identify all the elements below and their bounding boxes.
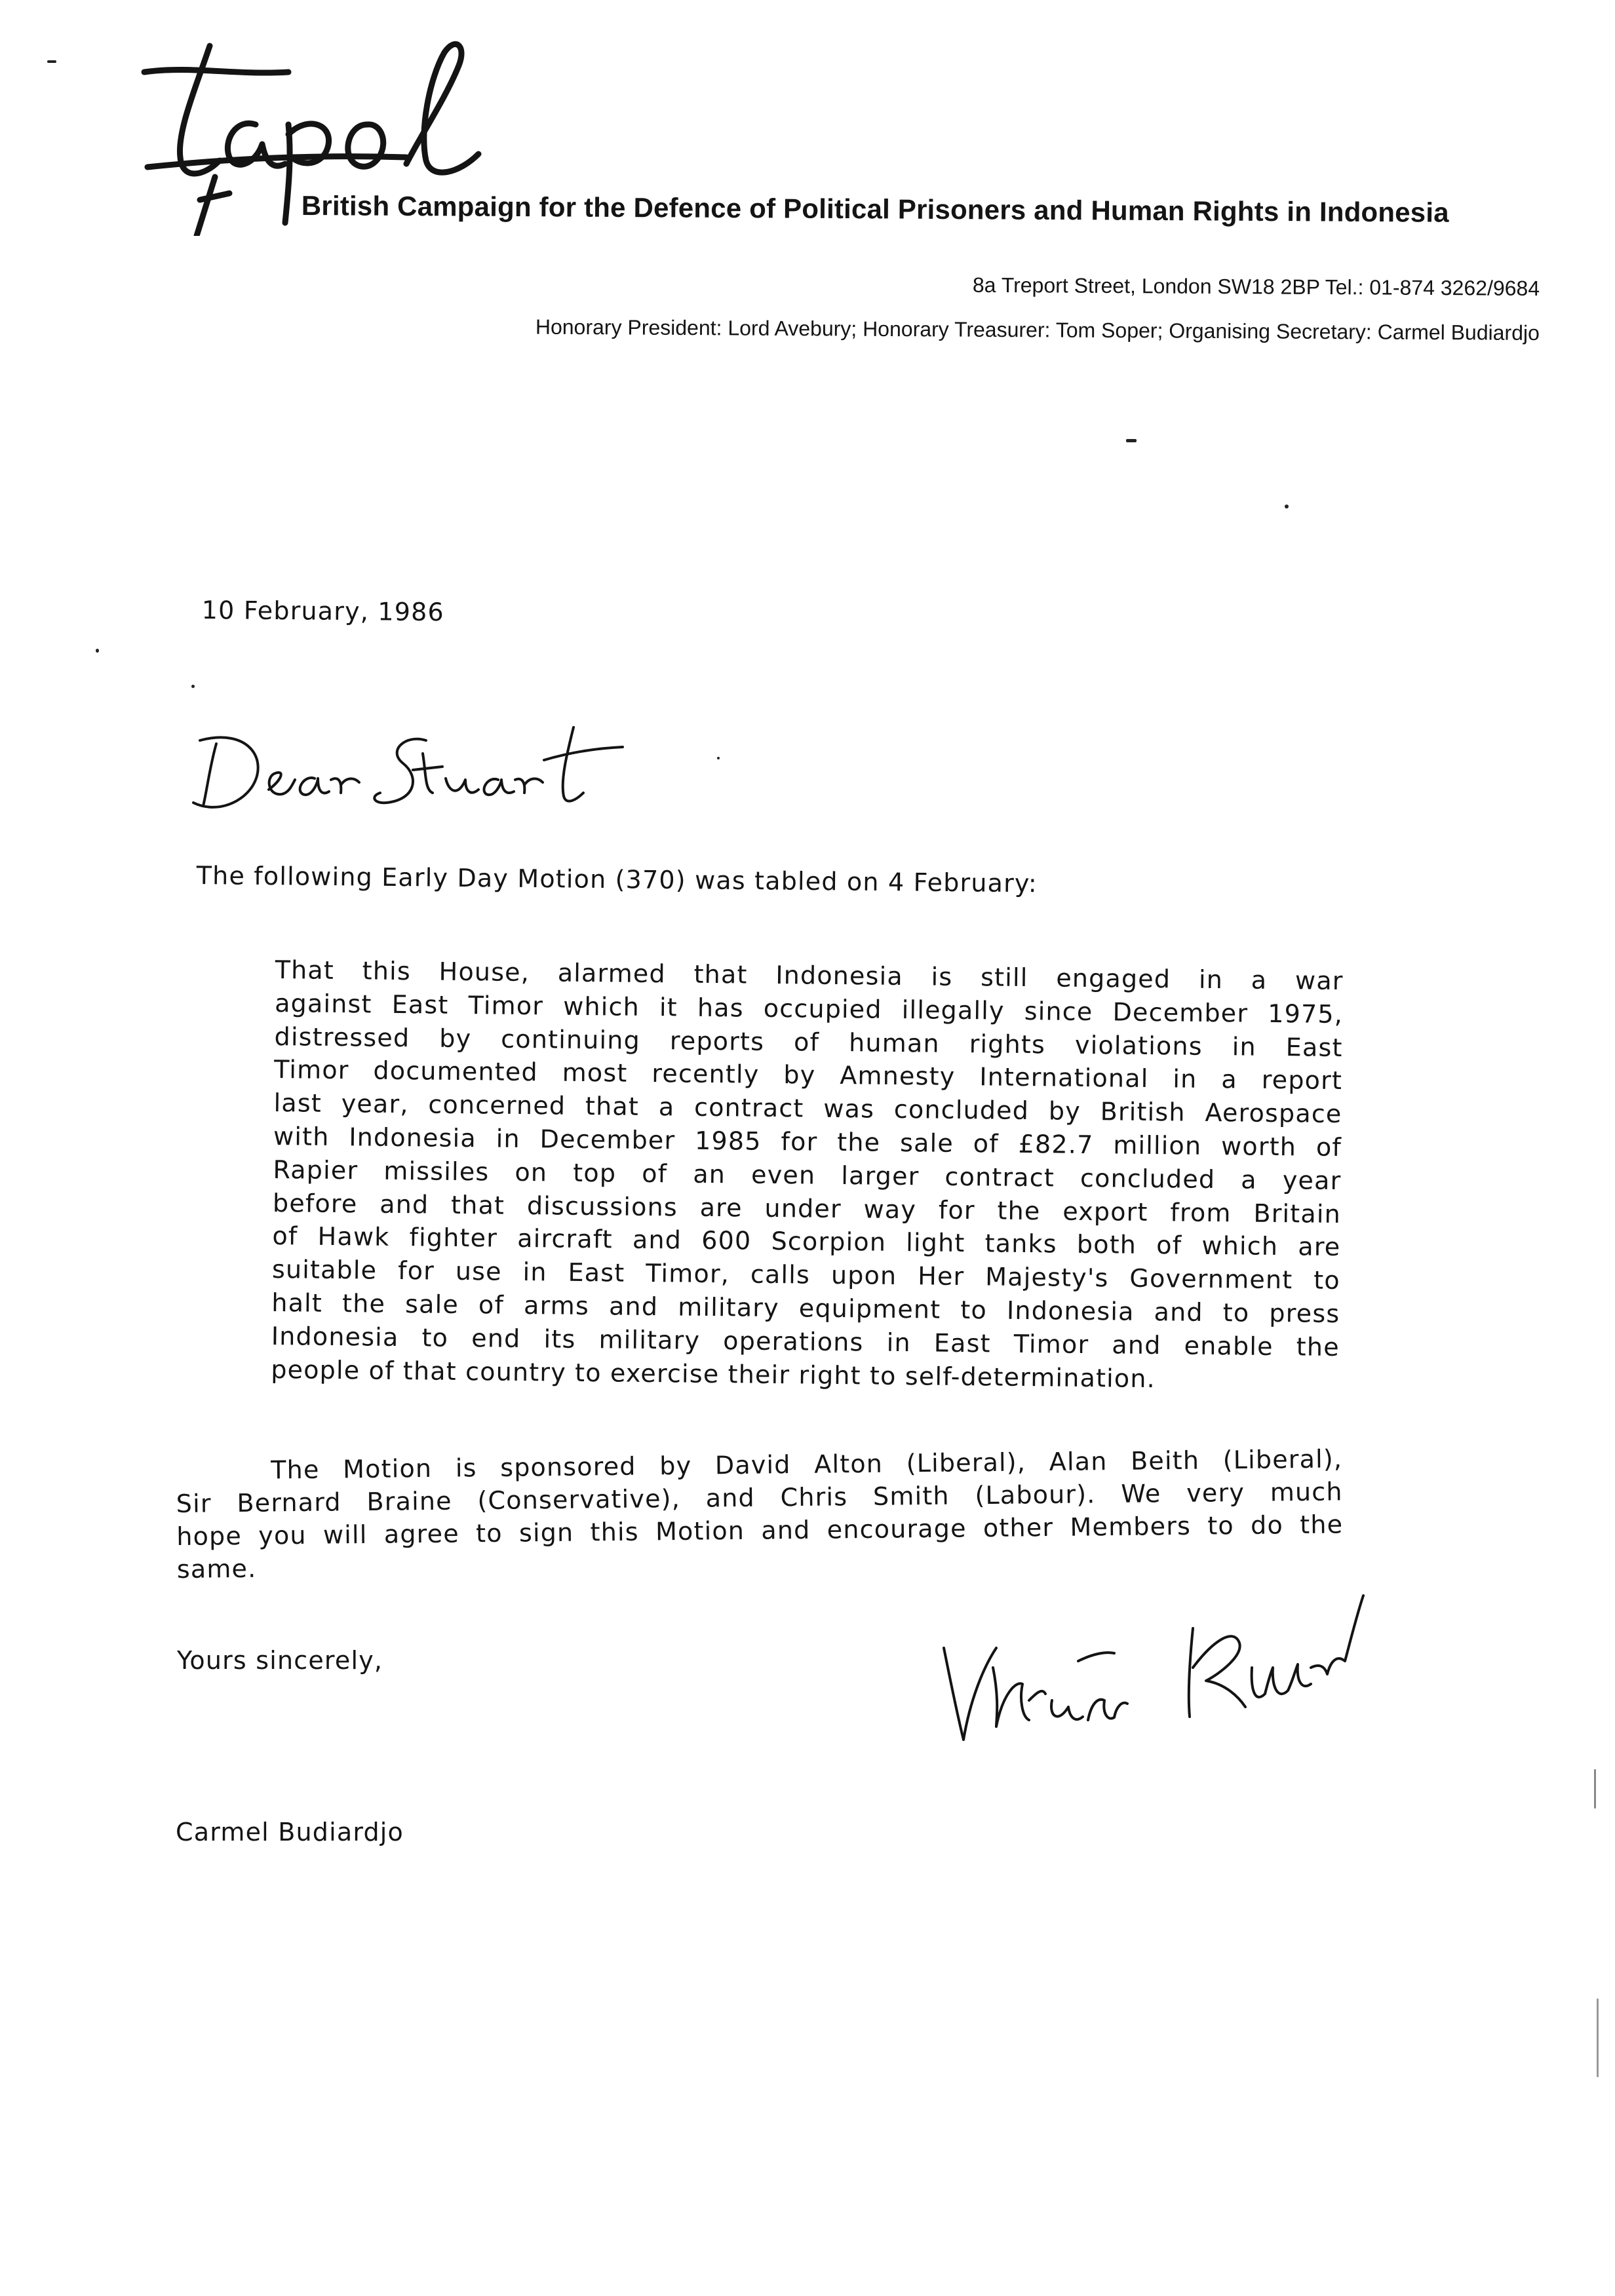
motion-line: of Hawk fighter aircraft and 600 Scorpion light tanks both of which are (272, 1221, 1341, 1262)
letter-date: 10 February, 1986 (201, 595, 445, 627)
scan-speck (1594, 1769, 1596, 1808)
closing-phrase: Yours sincerely, (177, 1646, 383, 1675)
salutation-script (190, 714, 649, 826)
motion-line: people of that country to exercise their right to self-determination. (271, 1354, 1156, 1393)
scan-speck (96, 649, 99, 653)
motion-line: with Indonesia in December 1985 for the sale of £82.7 million worth of (273, 1121, 1342, 1162)
motion-line: Indonesia to end its military operations in East Timor and enable the (271, 1321, 1340, 1362)
motion-line: before and that discussions are under way for the export from Britain (272, 1188, 1342, 1229)
scan-speck (1285, 505, 1289, 508)
sponsors-line: hope you will agree to sign this Motion and encourage other Members to do the (176, 1510, 1344, 1551)
motion-line: Timor documented most recently by Amnesty International in a report (273, 1055, 1343, 1096)
scan-speck (717, 757, 720, 759)
sponsors-line: same. (176, 1554, 257, 1584)
motion-line: halt the sale of arms and military equipment to Indonesia and to press (271, 1288, 1340, 1329)
scan-speck (191, 685, 195, 688)
motion-line: distressed by continuing reports of human rights violations in East (274, 1022, 1343, 1062)
sponsors-paragraph (176, 1442, 1344, 1586)
motion-line: That this House, alarmed that Indonesia is still engaged in a war (275, 955, 1344, 996)
handwritten-salutation (190, 714, 649, 826)
scan-speck (1597, 1999, 1599, 2077)
organisation-address: 8a Treport Street, London SW18 2BP Tel.: 01-874 3262/9684 (972, 273, 1540, 300)
scan-speck (47, 60, 56, 63)
handwritten-signature (931, 1569, 1403, 1759)
sponsors-line: Sir Bernard Braine (Conservative), and Chris Smith (Labour). We very much (176, 1477, 1343, 1518)
motion-line: against East Timor which it has occupied illegally since December 1975, (274, 988, 1344, 1029)
motion-line: suitable for use in East Timor, calls upon Her Majesty's Government to (271, 1255, 1341, 1295)
intro-paragraph: The following Early Day Motion (370) was tabled on 4 February: (196, 860, 1038, 898)
organisation-officers: Honorary President: Lord Avebury; Honorary Treasurer: Tom Soper; Organising Secretary: Carmel Budiardjo (535, 315, 1540, 345)
motion-text (271, 953, 1344, 1397)
motion-line: Rapier missiles on top of an even larger contract concluded a year (273, 1155, 1342, 1195)
organisation-name: British Campaign for the Defence of Political Prisoners and Human Rights in Indonesia (301, 190, 1449, 228)
signer-name: Carmel Budiardjo (176, 1818, 404, 1846)
motion-line: last year, concerned that a contract was concluded by British Aerospace (273, 1088, 1342, 1129)
signature-script (931, 1569, 1403, 1759)
scan-speck (1126, 439, 1137, 442)
sponsors-line: The Motion is sponsored by David Alton (Liberal), Alan Beith (Liberal), (271, 1444, 1343, 1485)
